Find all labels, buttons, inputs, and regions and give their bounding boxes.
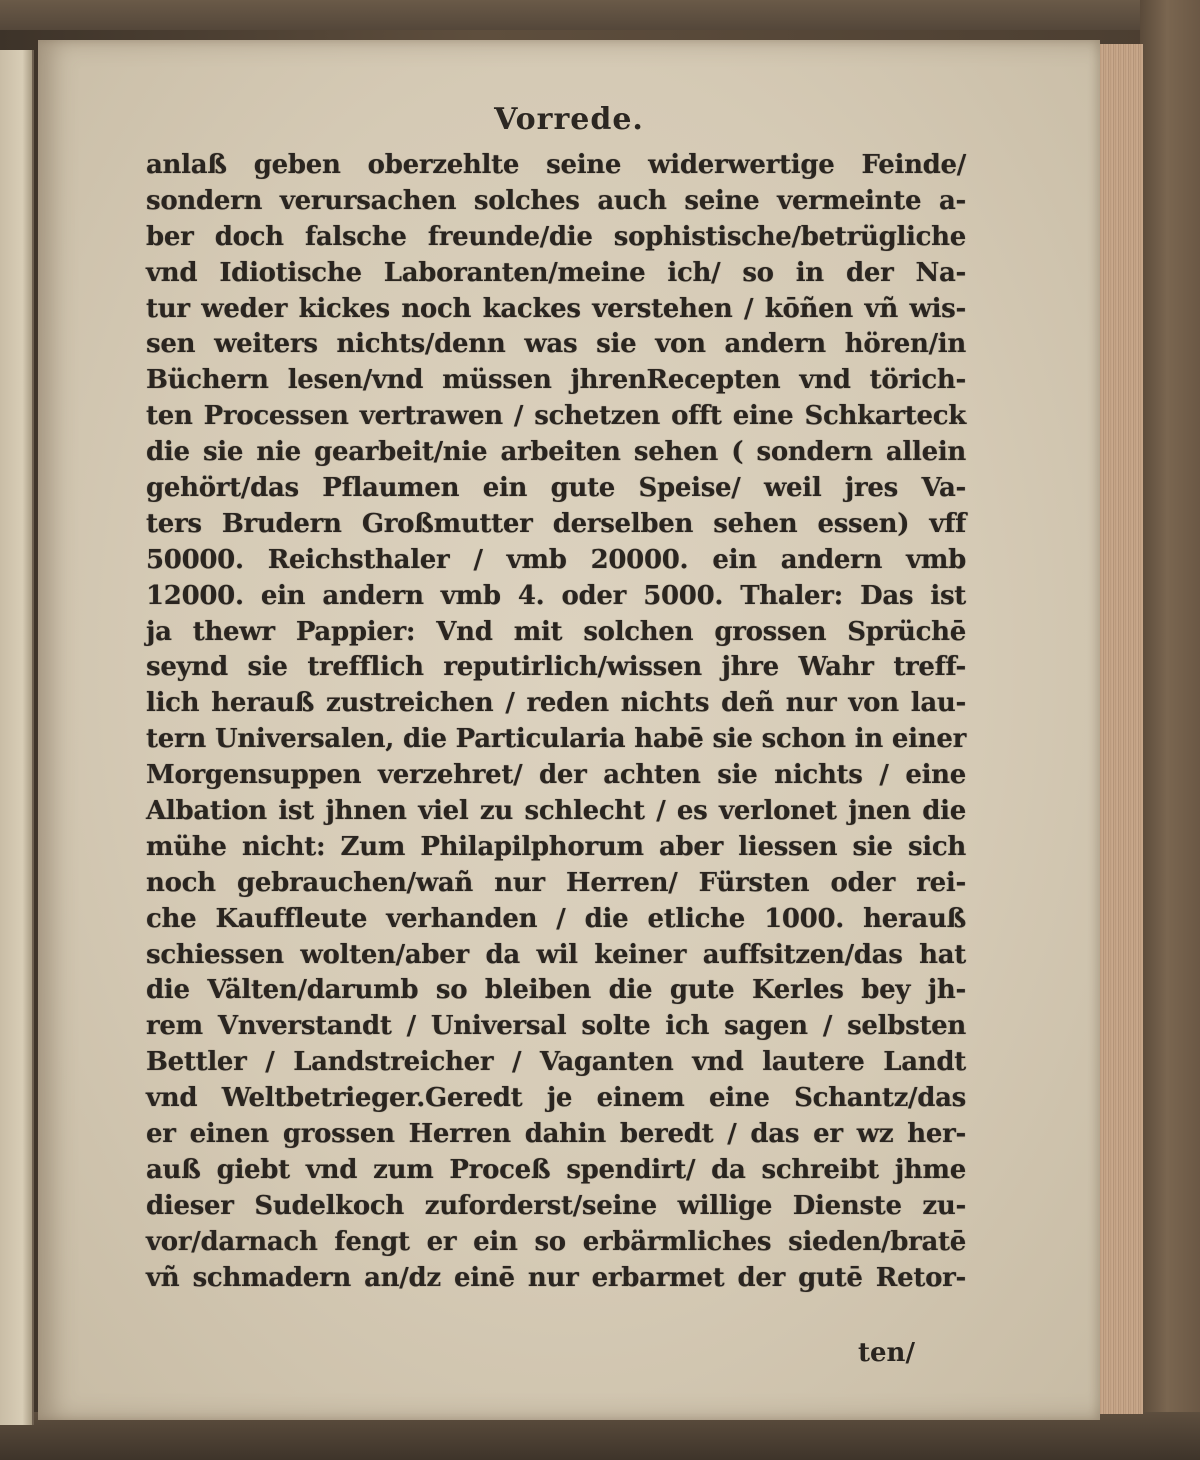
text-line: vnd Idiotische Laboranten/meine ich/ so in der Na- bbox=[146, 257, 966, 288]
text-line: vñ schmadern an/dz einē nur erbarmet der gutē Retor- bbox=[146, 1262, 966, 1293]
text-line: vor/darnach fengt er ein so erbärmliches sieden/bratē bbox=[146, 1226, 966, 1257]
text-line: rem Vnverstandt / Universal solte ich sagen / selbsten bbox=[146, 1011, 966, 1042]
text-line: seynd sie trefflich reputirlich/wissen jhre Wahr treff- bbox=[146, 652, 966, 683]
text-line: gehört/das Pflaumen ein gute Speise/ weil jres Va- bbox=[146, 473, 966, 504]
cover-top-edge bbox=[0, 0, 1200, 30]
text-line: ters Brudern Großmutter derselben sehen essen) vff bbox=[146, 508, 966, 539]
text-line: sondern verursachen solches auch seine vermeinte a- bbox=[146, 185, 966, 216]
text-line: tur weder kickes noch kackes verstehen / kōñen vñ wis- bbox=[146, 293, 966, 324]
text-line: er einen grossen Herren dahin beredt / das er wz her- bbox=[146, 1119, 966, 1150]
text-line: dieser Sudelkoch zuforderst/seine willige Dienste zu- bbox=[146, 1190, 966, 1221]
text-line: ber doch falsche freunde/die sophistische/betrügliche bbox=[146, 221, 966, 252]
facing-page-edge bbox=[0, 50, 34, 1425]
text-line: Büchern lesen/vnd müssen jhrenRecepten vnd törich- bbox=[146, 365, 966, 396]
text-line: che Kauffleute verhanden / die etliche 1000. herauß bbox=[146, 903, 966, 934]
text-line: ja thewr Pappier: Vnd mit solchen grossen Sprüchē bbox=[146, 616, 966, 647]
text-line: anlaß geben oberzehlte seine widerwertige Feinde/ bbox=[146, 150, 966, 180]
text-line: sen weiters nichts/denn was sie von andern hören/in bbox=[146, 329, 966, 360]
text-line: mühe nicht: Zum Philapilphorum aber liessen sie sich bbox=[146, 831, 966, 862]
text-line: 12000. ein andern vmb 4. oder 5000. Thaler: Das ist bbox=[146, 580, 966, 611]
text-line: tern Universalen, die Particularia habē sie schon in einer bbox=[146, 724, 966, 755]
text-line: Morgensuppen verzehret/ der achten sie nichts / eine bbox=[146, 760, 966, 791]
catchword: ten/ bbox=[858, 1338, 915, 1368]
text-line: Albation ist jhnen viel zu schlecht / es verlonet jnen die bbox=[146, 796, 966, 827]
running-header: Vorrede. bbox=[494, 102, 644, 137]
text-line: schiessen wolten/aber da wil keiner auffsitzen/das hat bbox=[146, 939, 966, 970]
text-line: Bettler / Landstreicher / Vaganten vnd lautere Landt bbox=[146, 1047, 966, 1078]
book-page bbox=[38, 40, 1100, 1420]
page-block-edges bbox=[1098, 44, 1143, 1414]
text-line: auß giebt vnd zum Proceß spendirt/ da schreibt jhme bbox=[146, 1154, 966, 1185]
text-line: vnd Weltbetrieger.Geredt je einem eine Schantz/das bbox=[146, 1083, 966, 1114]
text-line: lich herauß zustreichen / reden nichts deñ nur von lau- bbox=[146, 688, 966, 719]
text-line: noch gebrauchen/wañ nur Herren/ Fürsten oder rei- bbox=[146, 867, 966, 898]
text-line: ten Processen vertrawen / schetzen offt eine Schkarteck bbox=[146, 401, 966, 432]
text-line: die sie nie gearbeit/nie arbeiten sehen ( sondern allein bbox=[146, 437, 966, 468]
body-text bbox=[146, 148, 966, 1297]
cover-right-edge bbox=[1140, 0, 1200, 1460]
text-line: 50000. Reichsthaler / vmb 20000. ein andern vmb bbox=[146, 544, 966, 575]
text-line: die Välten/darumb so bleiben die gute Kerles bey jh- bbox=[146, 975, 966, 1006]
